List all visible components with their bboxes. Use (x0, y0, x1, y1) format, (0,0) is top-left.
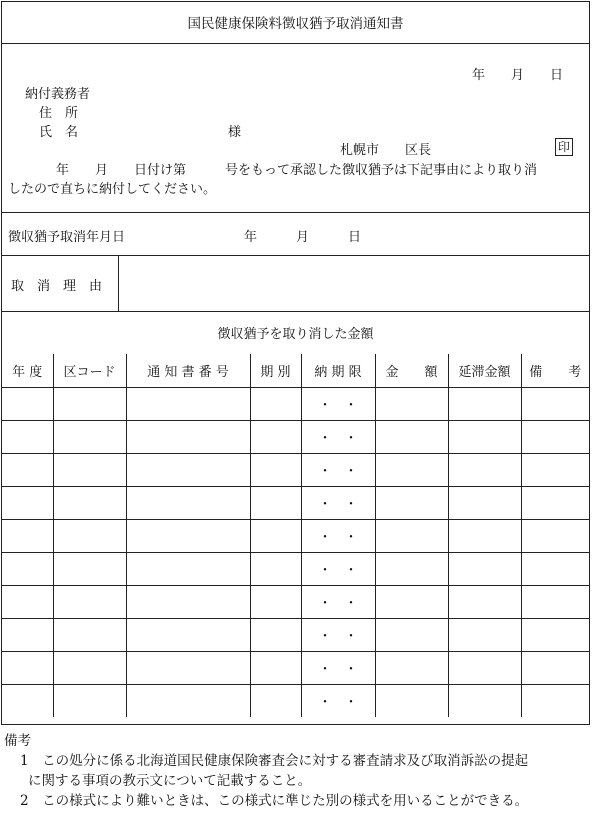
table-cell[interactable] (448, 420, 521, 453)
table-cell[interactable] (126, 651, 250, 684)
body-text-line2: したので直ちに納付してください。 (8, 182, 217, 197)
table-cell[interactable] (375, 420, 448, 453)
table-row (2, 387, 589, 420)
table-cell[interactable] (53, 684, 126, 717)
table-cell[interactable] (2, 585, 53, 618)
table-cell[interactable] (2, 453, 53, 486)
note-item: 2 この様式により難いときは、この様式に準じた別の様式を用いることができる。 (20, 793, 529, 809)
table-cell[interactable] (126, 420, 250, 453)
col-header-remarks: 備 考 (521, 354, 589, 387)
table-cell[interactable] (448, 552, 521, 585)
table-cell[interactable] (521, 618, 589, 651)
divider (2, 43, 589, 44)
table-cell[interactable]: ・ ・ (301, 519, 375, 552)
table-row (2, 519, 589, 552)
col-header-term: 期 別 (250, 354, 301, 387)
col-header-due-date: 納 期 限 (301, 354, 375, 387)
payer-label: 納付義務者 (25, 87, 91, 102)
table-cell[interactable] (448, 387, 521, 420)
table-cell[interactable] (448, 453, 521, 486)
table-cell[interactable] (250, 519, 301, 552)
cancel-date-label: 徴収猶予取消年月日 (8, 230, 126, 245)
seal-mark (555, 138, 573, 156)
table-cell[interactable] (2, 519, 53, 552)
table-cell[interactable] (53, 651, 126, 684)
amount-heading: 徴収猶予を取り消した金額 (217, 327, 374, 342)
name-label: 氏 名 (39, 125, 79, 140)
table-row (2, 486, 589, 519)
cancel-date-value: 年 月 日 (244, 230, 362, 245)
table-cell[interactable] (521, 453, 589, 486)
note-item: に関する事項の教示文について記載すること。 (28, 773, 312, 789)
table-cell[interactable] (126, 453, 250, 486)
table-cell[interactable]: ・ ・ (301, 618, 375, 651)
notes (4, 731, 588, 811)
table-row (2, 618, 589, 651)
form-title: 国民健康保険料徴収猶予取消通知書 (187, 16, 404, 32)
table-cell[interactable] (53, 387, 126, 420)
table-cell[interactable]: ・ ・ (301, 420, 375, 453)
table-cell[interactable] (2, 387, 53, 420)
table-cell[interactable] (375, 519, 448, 552)
address-label: 住 所 (39, 106, 79, 121)
table-row (2, 552, 589, 585)
table-cell[interactable] (2, 651, 53, 684)
table-cell[interactable]: ・ ・ (301, 585, 375, 618)
table-cell[interactable] (53, 453, 126, 486)
table-cell[interactable]: ・ ・ (301, 486, 375, 519)
table-cell[interactable] (2, 420, 53, 453)
reason-label: 取 消 理 由 (11, 279, 103, 294)
table-cell[interactable] (250, 486, 301, 519)
col-header-ward-code: 区コード (53, 354, 126, 387)
col-header-late-fee: 延滞金額 (448, 354, 521, 387)
table-row (2, 684, 589, 717)
table-cell[interactable] (2, 618, 53, 651)
seal-icon: 印 (555, 138, 573, 156)
table-cell[interactable] (53, 552, 126, 585)
reason-separator (118, 256, 119, 311)
table-cell[interactable] (521, 420, 589, 453)
table-cell[interactable] (126, 552, 250, 585)
table-cell[interactable]: ・ ・ (301, 387, 375, 420)
table-cell[interactable] (375, 552, 448, 585)
table-cell[interactable] (375, 618, 448, 651)
reason-field[interactable] (122, 260, 584, 306)
table-cell[interactable]: ・ ・ (301, 552, 375, 585)
table-cell[interactable] (250, 684, 301, 717)
col-header-fiscal-year: 年 度 (2, 354, 53, 387)
table-cell[interactable] (375, 387, 448, 420)
table-cell[interactable] (375, 684, 448, 717)
table-row (2, 585, 589, 618)
table-cell[interactable]: ・ ・ (301, 453, 375, 486)
table-cell[interactable] (250, 552, 301, 585)
table-cell[interactable] (375, 453, 448, 486)
table-cell[interactable] (126, 387, 250, 420)
table-cell[interactable] (521, 684, 589, 717)
table-cell[interactable] (126, 585, 250, 618)
table-cell[interactable] (250, 651, 301, 684)
table-cell[interactable] (521, 387, 589, 420)
table-row (2, 453, 589, 486)
table-cell[interactable] (250, 420, 301, 453)
table-cell[interactable] (521, 585, 589, 618)
amount-table (2, 354, 589, 717)
table-cell[interactable] (521, 552, 589, 585)
table-cell[interactable]: ・ ・ (301, 651, 375, 684)
table-cell[interactable] (2, 552, 53, 585)
table-cell[interactable] (521, 486, 589, 519)
table-cell[interactable] (126, 618, 250, 651)
table-cell[interactable] (375, 651, 448, 684)
col-header-notice-number: 通 知 書 番 号 (126, 354, 250, 387)
table-cell[interactable] (448, 684, 521, 717)
divider (2, 311, 589, 312)
table-cell[interactable] (126, 519, 250, 552)
table-cell[interactable] (53, 420, 126, 453)
issue-date: 年 月 日 (472, 68, 564, 83)
issuer: 札幌市 区長 (340, 143, 432, 158)
table-row (2, 420, 589, 453)
table-cell[interactable] (250, 618, 301, 651)
col-header-amount: 金 額 (375, 354, 448, 387)
table-row (2, 651, 589, 684)
table-cell[interactable] (448, 618, 521, 651)
table-header-row (2, 354, 589, 387)
honorific: 様 (228, 125, 242, 140)
table-cell[interactable] (126, 486, 250, 519)
table-cell[interactable] (2, 684, 53, 717)
note-item: 1 この処分に係る北海道国民健康保険審査会に対する審査請求及び取消訴訟の提起 (20, 753, 529, 769)
table-cell[interactable] (250, 453, 301, 486)
table-cell[interactable] (448, 519, 521, 552)
table-cell[interactable] (126, 684, 250, 717)
table-cell[interactable] (448, 585, 521, 618)
table-cell[interactable] (250, 387, 301, 420)
notes-heading: 備考 (4, 733, 31, 749)
table-cell[interactable] (53, 618, 126, 651)
table-cell[interactable] (250, 585, 301, 618)
table-cell[interactable] (53, 519, 126, 552)
divider (2, 212, 589, 213)
table-cell[interactable]: ・ ・ (301, 684, 375, 717)
table-cell[interactable] (448, 486, 521, 519)
table-cell[interactable] (375, 585, 448, 618)
table-cell[interactable] (53, 486, 126, 519)
table-cell[interactable] (521, 651, 589, 684)
table-cell[interactable] (2, 486, 53, 519)
table-cell[interactable] (53, 585, 126, 618)
notice-form (1, 1, 590, 725)
table-cell[interactable] (375, 486, 448, 519)
table-cell[interactable] (521, 519, 589, 552)
body-text-line1: 年 月 日付け第 号をもって承認した徴収猶予は下記事由により取り消 (56, 163, 538, 178)
divider (2, 255, 589, 256)
table-cell[interactable] (448, 651, 521, 684)
